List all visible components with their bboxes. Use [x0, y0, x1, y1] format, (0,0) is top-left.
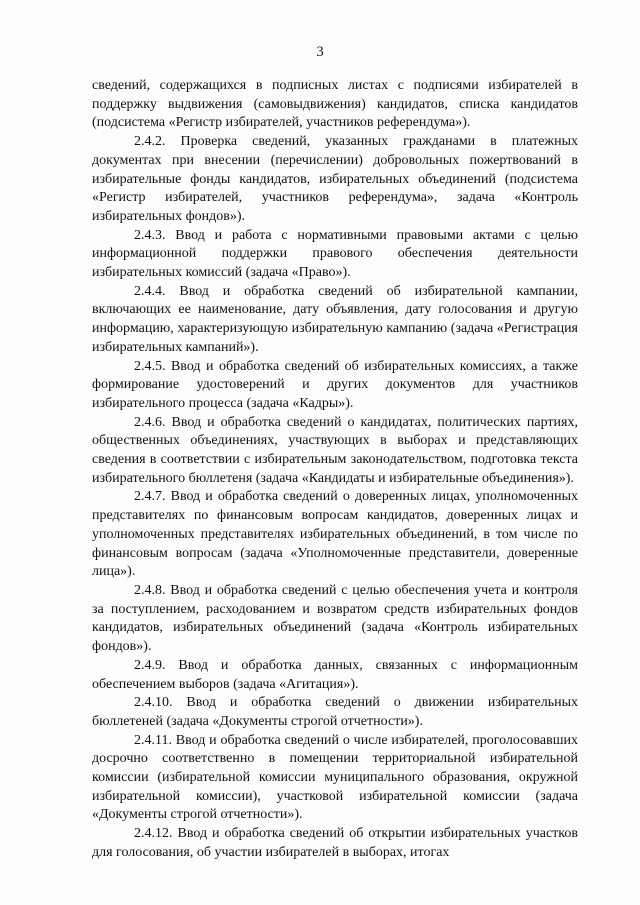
page-number: 3: [316, 44, 324, 60]
paragraph-2-4-7: 2.4.7. Ввод и обработка сведений о доверенных лицах, уполномоченных представителях по финансовым вопросам кандидатов, доверенных лицах и уполномоченных представителях избирательных объединений, в том числе по финансовым вопросам (задача «Уполномоченные представители, доверенные лица»).: [92, 489, 578, 580]
paragraph-2-4-12: 2.4.12. Ввод и обработка сведений об открытии избирательных участков для голосования, об участии избирателей в выборах, итогах: [92, 826, 578, 860]
paragraph-2-4-6: 2.4.6. Ввод и обработка сведений о кандидатах, политических партиях, общественных объединениях, участвующих в выборах и представляющих сведения в соответствии с избирательным законодательством, подготовка текста избирательного бюллетеня (задача «Кандидаты и избирательные объединения»).: [92, 414, 578, 486]
paragraph-continuation: сведений, содержащихся в подписных листах с подписями избирателей в поддержку выдвижения (самовыдвижения) кандидатов, списка кандидатов (подсистема «Регистр избирателей, участников референдума»).: [92, 78, 578, 131]
paragraph-2-4-5: 2.4.5. Ввод и обработка сведений об избирательных комиссиях, а также формирование удостоверений и других документов для участников избирательного процесса (задача «Кадры»).: [92, 358, 578, 411]
paragraph-2-4-11: 2.4.11. Ввод и обработка сведений о числе избирателей, проголосовавших досрочно соответственно в помещении территориальной избирательной комиссии (избирательной комиссии муниципального образования, окружной избирательной комиссии), участковой избирательной комиссии (задача «Документы строгой отчетности»).: [92, 732, 578, 823]
paragraph-2-4-3: 2.4.3. Ввод и работа с нормативными правовыми актами с целью информационной поддержки правового обеспечения деятельности избирательных комиссий (задача «Право»).: [92, 227, 578, 281]
document-body: [92, 77, 578, 863]
paragraph-2-4-2: 2.4.2. Проверка сведений, указанных гражданами в платежных документах при внесении (перечислении) добровольных пожертвований в избирательные фонды кандидатов, избирательных объединений (подсистема «Регистр избирателей, участников референдума», задача «Контроль избирательных фондов»).: [92, 134, 578, 224]
paragraph-2-4-10: 2.4.10. Ввод и обработка сведений о движении избирательных бюллетеней (задача «Документы строгой отчетности»).: [92, 695, 578, 729]
paragraph-2-4-9: 2.4.9. Ввод и обработка данных, связанных с информационным обеспечением выборов (задача «Агитация»).: [92, 657, 578, 692]
paragraph-2-4-4: 2.4.4. Ввод и обработка сведений об избирательной кампании, включающих ее наименование, дату объявления, дату голосования и другую информацию, характеризующую избирательную кампанию (задача «Регистрация избирательных кампаний»).: [92, 283, 578, 355]
paragraph-2-4-8: 2.4.8. Ввод и обработка сведений с целью обеспечения учета и контроля за поступлением, расходованием и возвратом средств избирательных фондов кандидатов, избирательных объединений (задача «Контроль избирательных фондов»).: [92, 582, 578, 655]
